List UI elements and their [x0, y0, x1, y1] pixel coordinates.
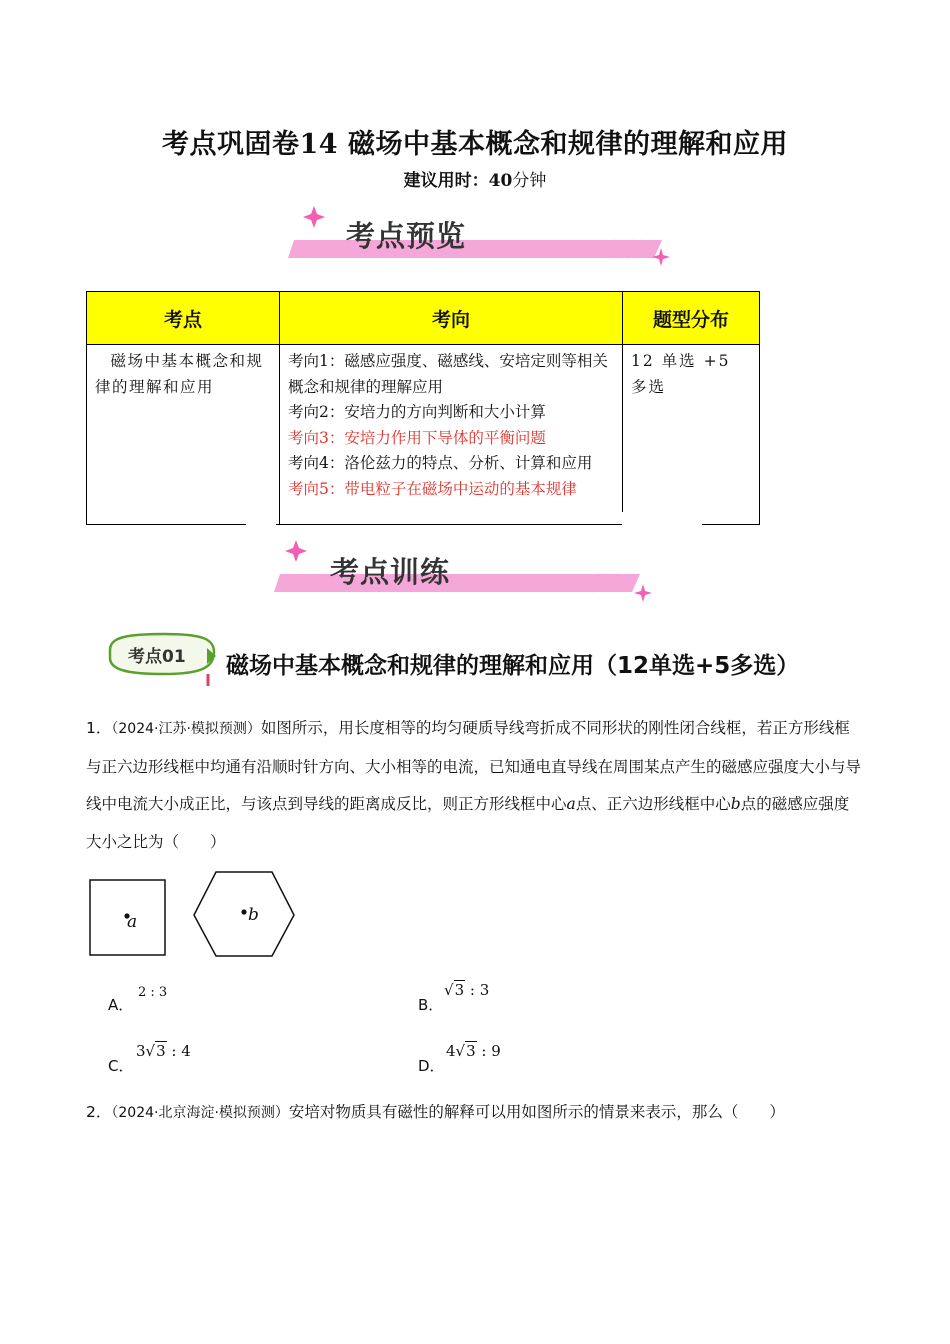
sparkle-icon [634, 584, 652, 602]
square-hexagon-figure [86, 868, 302, 960]
radicand: 3 [156, 1042, 166, 1060]
directions-cell [280, 345, 623, 525]
sparkle-icon [285, 540, 307, 562]
option-d-label[interactable]: D． [418, 1057, 445, 1075]
direction-2: 考向2：安培力的方向判断和大小计算 [288, 403, 546, 421]
label-b: b [248, 905, 259, 925]
direction-3: 考向3：安培力作用下导体的平衡问题 [288, 428, 546, 447]
question-text: 如图所示，用长度相等的均匀硬质导线弯折成不同形状的刚性闭合线框，若正方形线框与正六边形线框中均通有沿顺时针方向、大小相等的电流，已知通电直导线在周围某点产生的磁感应强度大小与导线中电流大小成正比，与该点到导线的距离成反比，则正方形线框中心 [86, 719, 862, 813]
direction-1: 考向1：磁感应强度、磁感线、安培定则等相关概念和规律的理解应用 [288, 352, 608, 396]
section-heading: 磁场中基本概念和规律的理解和应用（12单选+5多选） [226, 653, 800, 679]
option-d-value: 4√3 : 9 [446, 1042, 501, 1060]
radicand: 3 [454, 981, 465, 999]
question-source: （2024·北京海淀·模拟预测） [111, 1105, 289, 1121]
distribution-cell: 12 单选 +5 多选 [623, 345, 760, 525]
table-edge-mask [246, 512, 276, 536]
header-direction: 考向 [280, 292, 623, 345]
variable-b: b [730, 795, 741, 813]
option-b-value: √3 : 3 [444, 981, 490, 999]
radicand: 3 [466, 1042, 476, 1060]
variable-a: a [566, 795, 576, 813]
header-distribution: 题型分布 [623, 292, 760, 345]
suggested-time-label: 建议用时： [403, 171, 489, 191]
question-1 [86, 710, 862, 861]
section-badge: 考点01 [128, 647, 186, 667]
preview-banner-graphic [284, 202, 676, 272]
direction-5: 考向5：带电粒子在磁场中运动的基本规律 [288, 479, 577, 498]
preview-banner-title: 考点预览 [346, 219, 467, 253]
question-source: （2024·江苏·模拟预测） [111, 721, 261, 737]
question-2 [86, 1094, 862, 1133]
label-a: a [127, 912, 138, 932]
question-text: 点的磁感应强度大小之比为（ ） [86, 795, 850, 851]
option-c-value: 3√3 : 4 [136, 1042, 191, 1060]
point-b-dot [241, 909, 246, 914]
suggested-time-unit: 分钟 [512, 171, 547, 191]
training-banner-title: 考点训练 [330, 555, 451, 589]
training-banner-graphic [268, 536, 660, 606]
option-a-label[interactable]: A． [108, 996, 134, 1014]
point-cell: 磁场中基本概念和规律的理解和应用 [87, 345, 280, 525]
page-title: 考点巩固卷14 磁场中基本概念和规律的理解和应用 [162, 129, 788, 160]
question-number: 1． [86, 719, 112, 737]
table-edge-mask [622, 512, 702, 536]
overview-table [86, 291, 760, 525]
question-text: 安培对物质具有磁性的解释可以用如图所示的情景来表示，那么（ ） [288, 1103, 785, 1121]
direction-4: 考向4：洛伦兹力的特点、分析、计算和应用 [288, 454, 593, 472]
suggested-time-value: 40 [488, 171, 513, 191]
header-point: 考点 [87, 292, 280, 345]
suggested-time [0, 166, 950, 191]
option-a-value: 2 : 3 [138, 985, 168, 1000]
question-number: 2． [86, 1103, 112, 1121]
sparkle-icon [303, 206, 325, 228]
option-c-label[interactable]: C． [108, 1057, 134, 1075]
question-text: 点、正六边形线框中心 [575, 795, 731, 813]
option-b-label[interactable]: B． [418, 996, 444, 1014]
